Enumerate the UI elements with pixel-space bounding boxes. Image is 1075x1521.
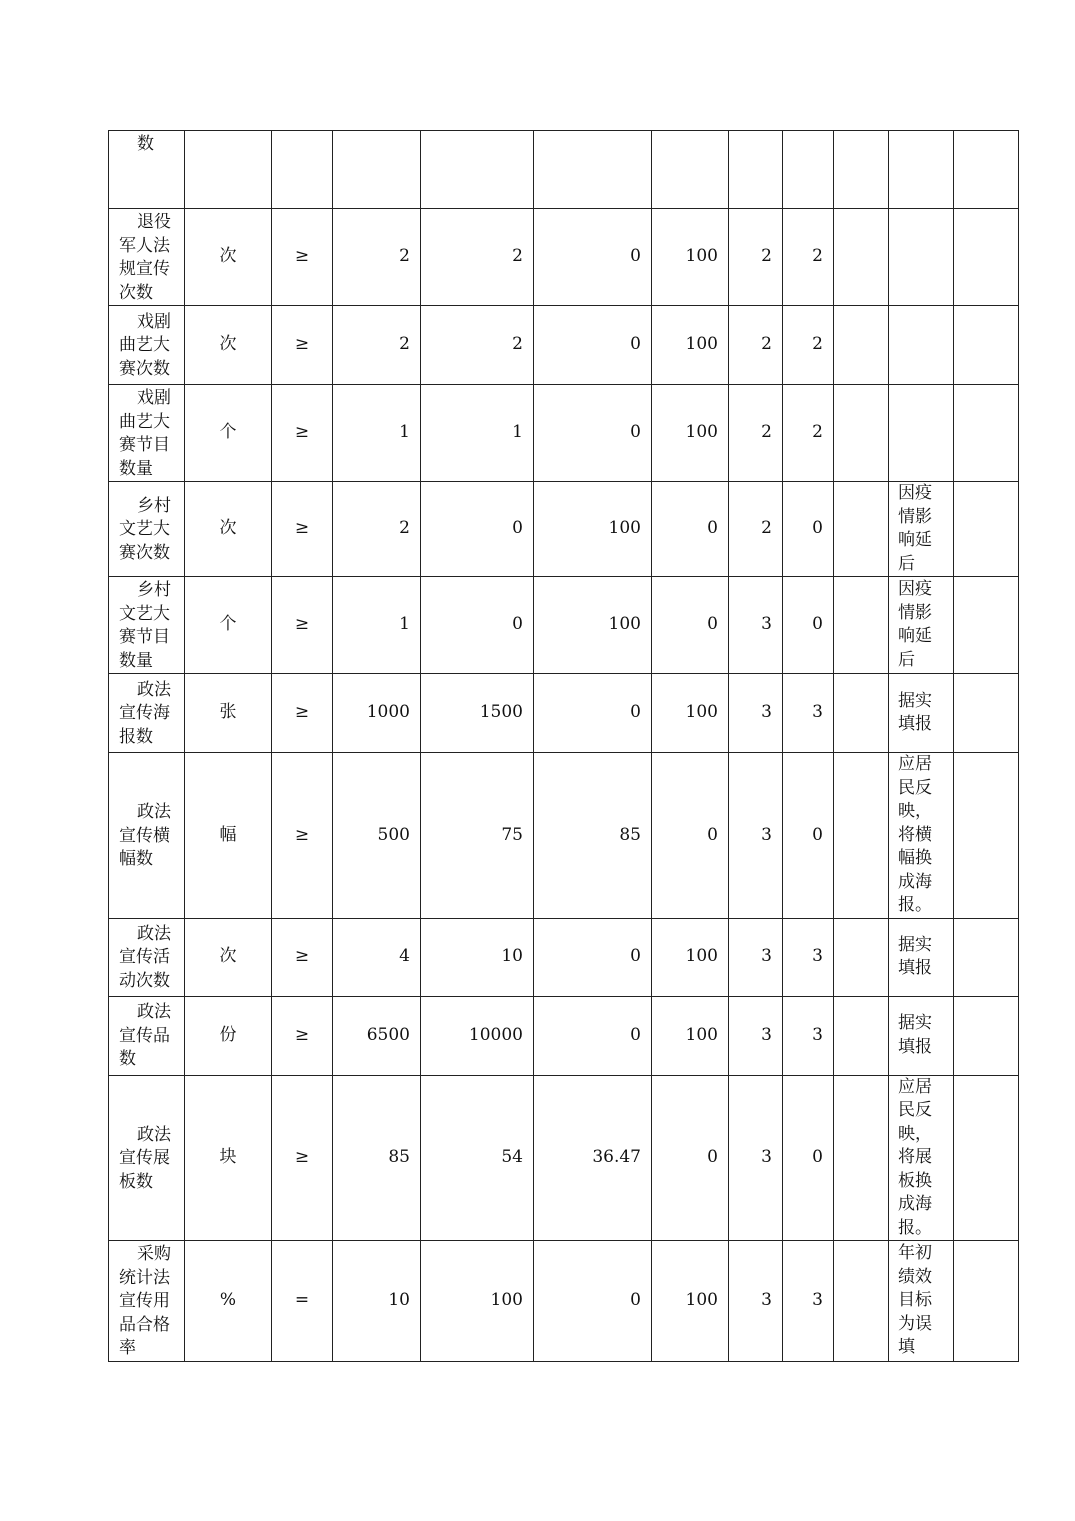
note-cell	[889, 385, 954, 482]
indicator-name-cell: 政法宣传横幅数	[109, 753, 185, 919]
indicator-name-cell: 政法宣传展板数	[109, 1075, 185, 1241]
target-value-cell: 2	[333, 482, 421, 577]
unit-cell: 次	[185, 918, 272, 996]
blank-cell	[834, 577, 889, 674]
deviation-cell: 0	[534, 674, 652, 753]
deviation-cell	[534, 131, 652, 209]
weight-score-cell: 3	[729, 577, 783, 674]
weight-score-cell: 3	[729, 996, 783, 1075]
score-cell: 3	[783, 996, 834, 1075]
operator-cell: ≥	[272, 306, 333, 385]
deviation-cell: 100	[534, 482, 652, 577]
actual-value-cell: 54	[421, 1075, 534, 1241]
table-row	[109, 306, 1019, 385]
completion-rate-cell: 100	[652, 306, 729, 385]
table-row	[109, 209, 1019, 306]
table-row	[109, 753, 1019, 919]
weight-score-cell: 3	[729, 1075, 783, 1241]
blank-cell	[834, 482, 889, 577]
weight-score-cell: 2	[729, 306, 783, 385]
weight-score-cell: 2	[729, 385, 783, 482]
unit-cell: 次	[185, 306, 272, 385]
weight-score-cell: 3	[729, 674, 783, 753]
deviation-cell: 0	[534, 1241, 652, 1362]
score-cell: 2	[783, 306, 834, 385]
unit-cell: 幅	[185, 753, 272, 919]
note-cell: 据实填报	[889, 674, 954, 753]
weight-score-cell: 2	[729, 482, 783, 577]
blank-cell	[834, 131, 889, 209]
table-row	[109, 674, 1019, 753]
note-cell: 应居民反映，将横幅换成海报。	[889, 753, 954, 919]
unit-cell: 张	[185, 674, 272, 753]
score-cell: 3	[783, 674, 834, 753]
completion-rate-cell: 0	[652, 1075, 729, 1241]
actual-value-cell: 2	[421, 306, 534, 385]
operator-cell: ≥	[272, 1075, 333, 1241]
note-cell	[889, 306, 954, 385]
target-value-cell: 85	[333, 1075, 421, 1241]
unit-cell: %	[185, 1241, 272, 1362]
note-cell: 据实填报	[889, 918, 954, 996]
deviation-cell: 0	[534, 996, 652, 1075]
blank-cell	[834, 306, 889, 385]
target-value-cell: 1	[333, 577, 421, 674]
operator-cell: ≥	[272, 385, 333, 482]
actual-value-cell: 0	[421, 482, 534, 577]
score-cell: 3	[783, 1241, 834, 1362]
target-value-cell: 1	[333, 385, 421, 482]
deviation-cell: 0	[534, 209, 652, 306]
operator-cell	[272, 131, 333, 209]
extra-cell	[954, 385, 1019, 482]
blank-cell	[834, 1075, 889, 1241]
indicator-name-cell: 数	[109, 131, 185, 209]
weight-score-cell	[729, 131, 783, 209]
indicator-name-cell: 戏剧曲艺大赛节目数量	[109, 385, 185, 482]
actual-value-cell: 75	[421, 753, 534, 919]
indicator-name-cell: 戏剧曲艺大赛次数	[109, 306, 185, 385]
weight-score-cell: 2	[729, 209, 783, 306]
target-value-cell: 1000	[333, 674, 421, 753]
extra-cell	[954, 1241, 1019, 1362]
table-row	[109, 482, 1019, 577]
actual-value-cell	[421, 131, 534, 209]
extra-cell	[954, 996, 1019, 1075]
indicator-name-cell: 采购统计法宣传用品合格率	[109, 1241, 185, 1362]
completion-rate-cell	[652, 131, 729, 209]
table-body	[109, 131, 1019, 1362]
completion-rate-cell: 0	[652, 753, 729, 919]
note-cell	[889, 131, 954, 209]
unit-cell: 块	[185, 1075, 272, 1241]
operator-cell: =	[272, 1241, 333, 1362]
target-value-cell	[333, 131, 421, 209]
actual-value-cell: 1500	[421, 674, 534, 753]
note-cell: 因疫情影响延后	[889, 482, 954, 577]
note-cell: 据实填报	[889, 996, 954, 1075]
deviation-cell: 85	[534, 753, 652, 919]
operator-cell: ≥	[272, 674, 333, 753]
note-cell: 因疫情影响延后	[889, 577, 954, 674]
score-cell: 0	[783, 753, 834, 919]
extra-cell	[954, 1075, 1019, 1241]
unit-cell: 份	[185, 996, 272, 1075]
deviation-cell: 36.47	[534, 1075, 652, 1241]
completion-rate-cell: 100	[652, 385, 729, 482]
blank-cell	[834, 753, 889, 919]
operator-cell: ≥	[272, 482, 333, 577]
unit-cell: 个	[185, 577, 272, 674]
completion-rate-cell: 100	[652, 918, 729, 996]
operator-cell: ≥	[272, 753, 333, 919]
weight-score-cell: 3	[729, 1241, 783, 1362]
deviation-cell: 100	[534, 577, 652, 674]
blank-cell	[834, 209, 889, 306]
actual-value-cell: 10000	[421, 996, 534, 1075]
blank-cell	[834, 996, 889, 1075]
score-cell: 3	[783, 918, 834, 996]
table-row	[109, 996, 1019, 1075]
deviation-cell: 0	[534, 385, 652, 482]
blank-cell	[834, 918, 889, 996]
weight-score-cell: 3	[729, 753, 783, 919]
indicator-name-cell: 退役军人法规宣传次数	[109, 209, 185, 306]
score-cell: 2	[783, 385, 834, 482]
indicator-name-cell: 政法宣传品数	[109, 996, 185, 1075]
deviation-cell: 0	[534, 306, 652, 385]
operator-cell: ≥	[272, 209, 333, 306]
indicator-name-cell: 乡村文艺大赛节目数量	[109, 577, 185, 674]
operator-cell: ≥	[272, 577, 333, 674]
score-cell: 0	[783, 482, 834, 577]
extra-cell	[954, 577, 1019, 674]
extra-cell	[954, 674, 1019, 753]
target-value-cell: 2	[333, 306, 421, 385]
score-cell	[783, 131, 834, 209]
actual-value-cell: 2	[421, 209, 534, 306]
extra-cell	[954, 918, 1019, 996]
indicator-table	[108, 130, 1019, 1362]
indicator-name-cell: 政法宣传海报数	[109, 674, 185, 753]
actual-value-cell: 100	[421, 1241, 534, 1362]
target-value-cell: 2	[333, 209, 421, 306]
note-cell	[889, 209, 954, 306]
completion-rate-cell: 100	[652, 996, 729, 1075]
table-row	[109, 918, 1019, 996]
table-row	[109, 577, 1019, 674]
unit-cell: 次	[185, 482, 272, 577]
completion-rate-cell: 0	[652, 577, 729, 674]
extra-cell	[954, 753, 1019, 919]
note-cell: 应居民反映，将展板换成海报。	[889, 1075, 954, 1241]
operator-cell: ≥	[272, 918, 333, 996]
blank-cell	[834, 385, 889, 482]
unit-cell	[185, 131, 272, 209]
operator-cell: ≥	[272, 996, 333, 1075]
note-cell: 年初绩效目标为误填	[889, 1241, 954, 1362]
actual-value-cell: 0	[421, 577, 534, 674]
score-cell: 2	[783, 209, 834, 306]
completion-rate-cell: 0	[652, 482, 729, 577]
table-row	[109, 131, 1019, 209]
target-value-cell: 500	[333, 753, 421, 919]
target-value-cell: 4	[333, 918, 421, 996]
target-value-cell: 10	[333, 1241, 421, 1362]
target-value-cell: 6500	[333, 996, 421, 1075]
table-row	[109, 1075, 1019, 1241]
completion-rate-cell: 100	[652, 1241, 729, 1362]
table-row	[109, 1241, 1019, 1362]
completion-rate-cell: 100	[652, 209, 729, 306]
unit-cell: 个	[185, 385, 272, 482]
indicator-name-cell: 政法宣传活动次数	[109, 918, 185, 996]
weight-score-cell: 3	[729, 918, 783, 996]
table-row	[109, 385, 1019, 482]
actual-value-cell: 10	[421, 918, 534, 996]
extra-cell	[954, 209, 1019, 306]
extra-cell	[954, 131, 1019, 209]
actual-value-cell: 1	[421, 385, 534, 482]
completion-rate-cell: 100	[652, 674, 729, 753]
blank-cell	[834, 1241, 889, 1362]
extra-cell	[954, 482, 1019, 577]
indicator-name-cell: 乡村文艺大赛次数	[109, 482, 185, 577]
score-cell: 0	[783, 1075, 834, 1241]
unit-cell: 次	[185, 209, 272, 306]
blank-cell	[834, 674, 889, 753]
score-cell: 0	[783, 577, 834, 674]
extra-cell	[954, 306, 1019, 385]
deviation-cell: 0	[534, 918, 652, 996]
